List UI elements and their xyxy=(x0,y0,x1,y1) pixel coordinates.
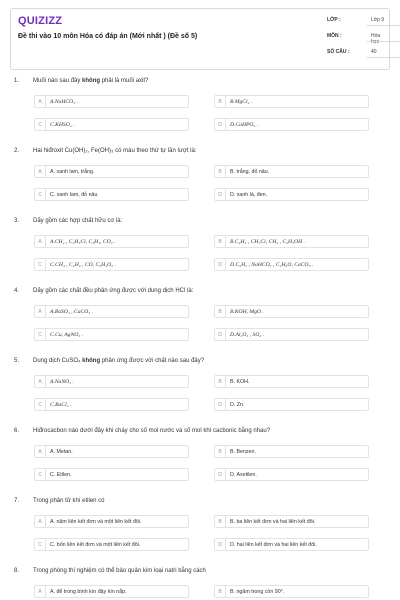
question-text xyxy=(33,358,383,364)
option-text: B.KOH, MgO . xyxy=(230,309,264,315)
question-text xyxy=(33,148,383,154)
answer-option-b[interactable] xyxy=(214,515,369,528)
answer-option-b[interactable] xyxy=(214,305,369,318)
question-number: 3. xyxy=(14,218,20,224)
answer-option-b[interactable] xyxy=(214,235,369,248)
option-letter-badge: A xyxy=(35,96,46,107)
meta-count-value: 40 xyxy=(371,49,377,55)
option-text: D.C₂H₂ , NaHCO₃ , C₂H₆O, CaCO₃ . xyxy=(230,262,314,268)
question-text xyxy=(33,498,383,504)
answer-option-a[interactable] xyxy=(34,95,189,108)
question-text xyxy=(33,78,383,84)
option-text: D. xanh lá, đen. xyxy=(230,192,268,198)
answer-option-b[interactable] xyxy=(214,375,369,388)
question-text-part: Muối nào sau đây xyxy=(33,78,83,84)
answer-option-a[interactable] xyxy=(34,585,189,598)
answer-option-d[interactable] xyxy=(214,538,369,551)
answer-option-b[interactable] xyxy=(214,95,369,108)
option-text: C.BaCl₂ . xyxy=(50,402,72,408)
answer-option-b[interactable] xyxy=(214,585,369,598)
option-text: D. hai liên kết đơn và hai liên kết đôi. xyxy=(230,542,317,548)
option-letter-badge: C xyxy=(35,189,46,200)
option-text: C. xanh lam, đỏ nâu xyxy=(50,192,98,198)
option-text: B. KOH. xyxy=(230,379,250,385)
option-letter-badge: A xyxy=(35,516,46,527)
option-text: C.KHSO₄ . xyxy=(50,122,75,128)
option-text: B.MgCl₂ . xyxy=(230,99,253,105)
answer-option-a[interactable] xyxy=(34,515,189,528)
answer-option-c[interactable] xyxy=(34,398,189,411)
option-letter-badge: D xyxy=(215,259,226,270)
option-text: A.BaSO₄ , CaCO₃ . xyxy=(50,309,94,315)
answer-option-d[interactable] xyxy=(214,188,369,201)
answer-option-b[interactable] xyxy=(214,445,369,458)
option-text: A. xanh lam, trắng. xyxy=(50,169,95,175)
question-text xyxy=(33,428,383,434)
answer-option-c[interactable] xyxy=(34,328,189,341)
question-text-part: phản ứng được với chất nào sau đây? xyxy=(100,358,205,364)
option-letter-badge: D xyxy=(215,469,226,480)
meta-grade-value: Lớp 9 xyxy=(371,17,385,23)
meta-count-label: SỐ CÂU : xyxy=(327,49,350,55)
option-text: D.CaHPO₄ . xyxy=(230,122,259,128)
option-letter-badge: B xyxy=(215,376,226,387)
meta-divider xyxy=(367,25,400,26)
option-letter-badge: C xyxy=(35,399,46,410)
question-number: 1. xyxy=(14,78,20,84)
quizizz-logo[interactable]: QUIZIZZ xyxy=(18,15,63,27)
answer-option-c[interactable] xyxy=(34,258,189,271)
option-text: D. Zn. xyxy=(230,402,245,408)
option-text: B. trắng, đỏ nâu. xyxy=(230,169,270,175)
option-letter-badge: B xyxy=(215,166,226,177)
option-letter-badge: C xyxy=(35,259,46,270)
question-number: 7. xyxy=(14,498,20,504)
question-number: 2. xyxy=(14,148,20,154)
answer-option-d[interactable] xyxy=(214,328,369,341)
answer-option-d[interactable] xyxy=(214,118,369,131)
answer-option-c[interactable] xyxy=(34,188,189,201)
option-letter-badge: A xyxy=(35,236,46,247)
question-text xyxy=(33,218,383,224)
question-number: 8. xyxy=(14,568,20,574)
meta-subject-label: MÔN : xyxy=(327,33,342,39)
option-text: C.CH₄ , C₂H₂ , CO, C₂H₄O₂ . xyxy=(50,262,116,268)
meta-divider xyxy=(367,41,400,42)
option-text: B. Benzen. xyxy=(230,449,256,455)
answer-option-c[interactable] xyxy=(34,468,189,481)
option-text: C.Cu, AgNO₃ . xyxy=(50,332,84,338)
answer-option-a[interactable] xyxy=(34,165,189,178)
option-text: B. ba liên kết đơn và hai liên kết đôi. xyxy=(230,519,316,525)
option-letter-badge: B xyxy=(215,96,226,107)
option-text: A. năm liên kết đơn và một liên kết đôi. xyxy=(50,519,142,525)
option-text: A. Metan. xyxy=(50,449,73,455)
worksheet-title: Đề thi vào 10 môn Hóa có đáp án (Mới nhất ) (Đề số 5) xyxy=(18,33,198,40)
question-number: 5. xyxy=(14,358,20,364)
answer-option-a[interactable] xyxy=(34,305,189,318)
option-letter-badge: A xyxy=(35,306,46,317)
question-text-emphasis: không xyxy=(82,78,101,84)
answer-option-d[interactable] xyxy=(214,258,369,271)
option-text: B.C₂H₄ , CH₃Cl, CH₄ , C₂H₅OH . xyxy=(230,239,305,245)
option-letter-badge: A xyxy=(35,446,46,457)
option-text: C. bốn liên kết đơn và một liên kết đôi. xyxy=(50,542,141,548)
option-text: D.Al₂O₃ , SO₂ . xyxy=(230,332,265,338)
question-text xyxy=(33,568,383,574)
question-text-part: Trong phòng thí nghiệm có thể bảo quản kim loại natri bằng cách xyxy=(33,568,206,574)
answer-option-d[interactable] xyxy=(214,398,369,411)
question-number: 6. xyxy=(14,428,20,434)
option-letter-badge: A xyxy=(35,166,46,177)
question-text-part: Hiđrocacbon nào dưới đây khi cháy cho số mol nước và số mol khí cacbonic bằng nhau? xyxy=(33,428,271,434)
option-letter-badge: D xyxy=(215,329,226,340)
question-text xyxy=(33,288,383,294)
option-letter-badge: B xyxy=(215,516,226,527)
answer-option-a[interactable] xyxy=(34,235,189,248)
option-letter-badge: C xyxy=(35,539,46,550)
answer-option-c[interactable] xyxy=(34,538,189,551)
question-text-part: Trong phân tử khí etilen có xyxy=(33,498,105,504)
option-text: A.NaNO₃ . xyxy=(50,379,74,385)
option-letter-badge: B xyxy=(215,236,226,247)
option-text: A.NaHCO₃ . xyxy=(50,99,78,105)
answer-option-a[interactable] xyxy=(34,445,189,458)
question-text-part: phải là muối axit? xyxy=(100,78,149,84)
question-text-emphasis: không xyxy=(82,358,101,364)
question-number: 4. xyxy=(14,288,20,294)
answer-option-a[interactable] xyxy=(34,375,189,388)
option-text: D. Axetilen. xyxy=(230,472,257,478)
question-text-part: Dung dịch CuSO₄ xyxy=(33,358,83,364)
answer-option-d[interactable] xyxy=(214,468,369,481)
worksheet-header xyxy=(10,8,390,70)
option-letter-badge: D xyxy=(215,119,226,130)
question-text-part: Dãy gồm các chất đều phản ứng được với dung dịch HCl là: xyxy=(33,288,194,294)
option-letter-badge: D xyxy=(215,399,226,410)
question-text-part: Hai hiđroxit Cu(OH)₂, Fe(OH)₃ có màu theo thứ tự lần lượt là: xyxy=(33,148,197,154)
option-letter-badge: C xyxy=(35,119,46,130)
option-letter-badge: A xyxy=(35,376,46,387)
option-letter-badge: B xyxy=(215,306,226,317)
option-text: C. Etilen. xyxy=(50,472,72,478)
option-letter-badge: C xyxy=(35,469,46,480)
option-text: B. ngâm trong cồn 90°. xyxy=(230,589,285,595)
meta-divider xyxy=(367,57,400,58)
option-letter-badge: C xyxy=(35,329,46,340)
meta-grade-label: LỚP : xyxy=(327,17,341,23)
option-text: A.CH₄ , C₂H₅Cl, C₂H₄, CO₂ . xyxy=(50,239,116,245)
option-letter-badge: A xyxy=(35,586,46,597)
answer-option-b[interactable] xyxy=(214,165,369,178)
answer-option-c[interactable] xyxy=(34,118,189,131)
option-letter-badge: B xyxy=(215,446,226,457)
option-text: A. để trong bình kín đậy kín nắp. xyxy=(50,589,127,595)
option-letter-badge: D xyxy=(215,189,226,200)
option-letter-badge: B xyxy=(215,586,226,597)
meta-subject-value: Hóa học xyxy=(371,33,381,45)
option-letter-badge: D xyxy=(215,539,226,550)
question-text-part: Dãy gồm các hợp chất hữu cơ là: xyxy=(33,218,123,224)
